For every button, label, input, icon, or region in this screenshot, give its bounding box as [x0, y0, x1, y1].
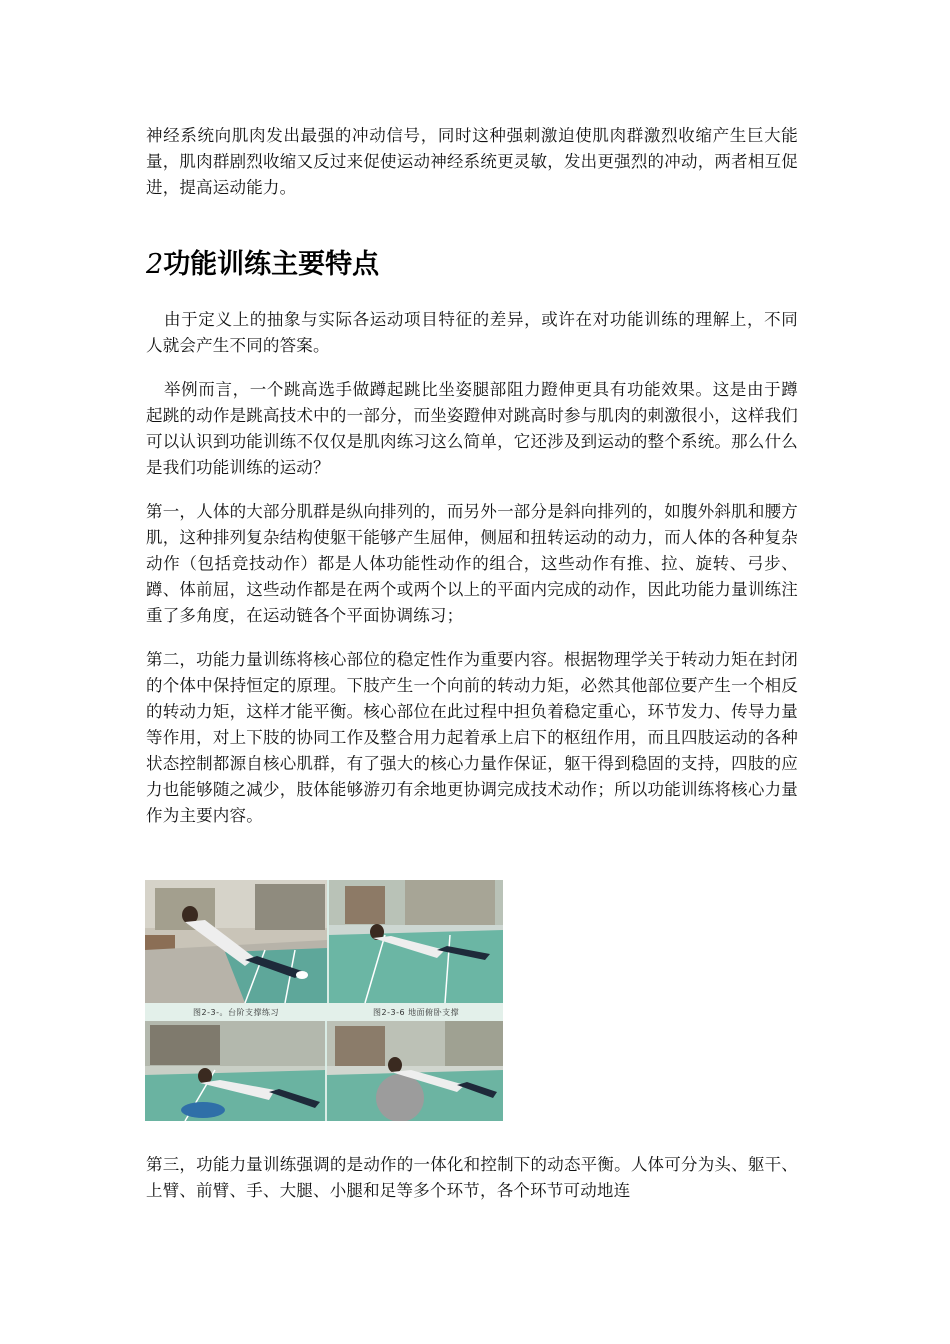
document-body — [146, 123, 798, 829]
photo-bosu-pushup — [145, 1021, 325, 1121]
photo-ground-pushup — [329, 880, 503, 1003]
section-heading — [146, 241, 798, 289]
section-heading-text: 功能训练主要特点 — [163, 249, 380, 280]
paragraph-third: 第三，功能力量训练强调的是动作的一体化和控制下的动态平衡。人体可分为头、躯干、上臂、前臂、手、大腿、小腿和足等多个环节，各个环节可动地连 — [146, 1155, 798, 1200]
caption-step-pushup: 图2-3-。台阶支撑练习 — [193, 1008, 279, 1017]
caption-ground-pushup: 图2-3-6 地面俯卧支撑 — [373, 1008, 460, 1017]
photo-step-pushup — [145, 880, 327, 1003]
photo-ball-pushup — [327, 1021, 503, 1121]
section-number: 2 — [146, 249, 164, 280]
paragraph-intro: 神经系统向肌肉发出最强的冲动信号，同时这种强刺激迫使肌肉群激烈收缩产生巨大能量，肌肉群剧烈收缩又反过来促使运动神经系统更灵敏，发出更强烈的冲动，两者相互促进，提高运动能力。 — [146, 126, 798, 197]
exercise-photo-collage — [145, 880, 503, 1121]
paragraph-first: 第一，人体的大部分肌群是纵向排列的，而另外一部分是斜向排列的，如腹外斜肌和腰方肌，这种排列复杂结构使躯干能够产生屈伸，侧屈和扭转运动的动力，而人体的各种复杂动作（包括竞技动作）都是人体功能性动作的组合，这些动作有推、拉、旋转、弓步、蹲、体前屈，这些动作都是在两个或两个以上的平面内完成的动作，因此功能力量训练注重了多角度，在运动链各个平面协调练习； — [146, 502, 798, 625]
paragraph-definition: 由于定义上的抽象与实际各运动项目特征的差异，或许在对功能训练的理解上，不同人就会产生不同的答案。 — [146, 310, 798, 355]
paragraph-example: 举例而言，一个跳高选手做蹲起跳比坐姿腿部阻力蹬伸更具有功能效果。这是由于蹲起跳的动作是跳高技术中的一部分，而坐姿蹬伸对跳高时参与肌肉的刺激很小，这样我们可以认识到功能训练不仅仅是肌肉练习这么简单，它还涉及到运动的整个系统。那么什么是我们功能训练的运动？ — [146, 380, 798, 477]
paragraph-second: 第二，功能力量训练将核心部位的稳定性作为重要内容。根据物理学关于转动力矩在封闭的个体中保持恒定的原理。下肢产生一个向前的转动力矩，必然其他部位要产生一个相反的转动力矩，这样才能平衡。核心部位在此过程中担负着稳定重心，环节发力、传导力量等作用，对上下肢的协同工作及整合用力起着承上启下的枢纽作用，而且四肢运动的各种状态控制都源自核心肌群，有了强大的核心力量作保证，躯干得到稳固的支持，四肢的应力也能够随之减少，肢体能够游刃有余地更协调完成技术动作；所以功能训练将核心力量作为主要内容。 — [146, 650, 798, 825]
document-continuation — [146, 1152, 798, 1204]
